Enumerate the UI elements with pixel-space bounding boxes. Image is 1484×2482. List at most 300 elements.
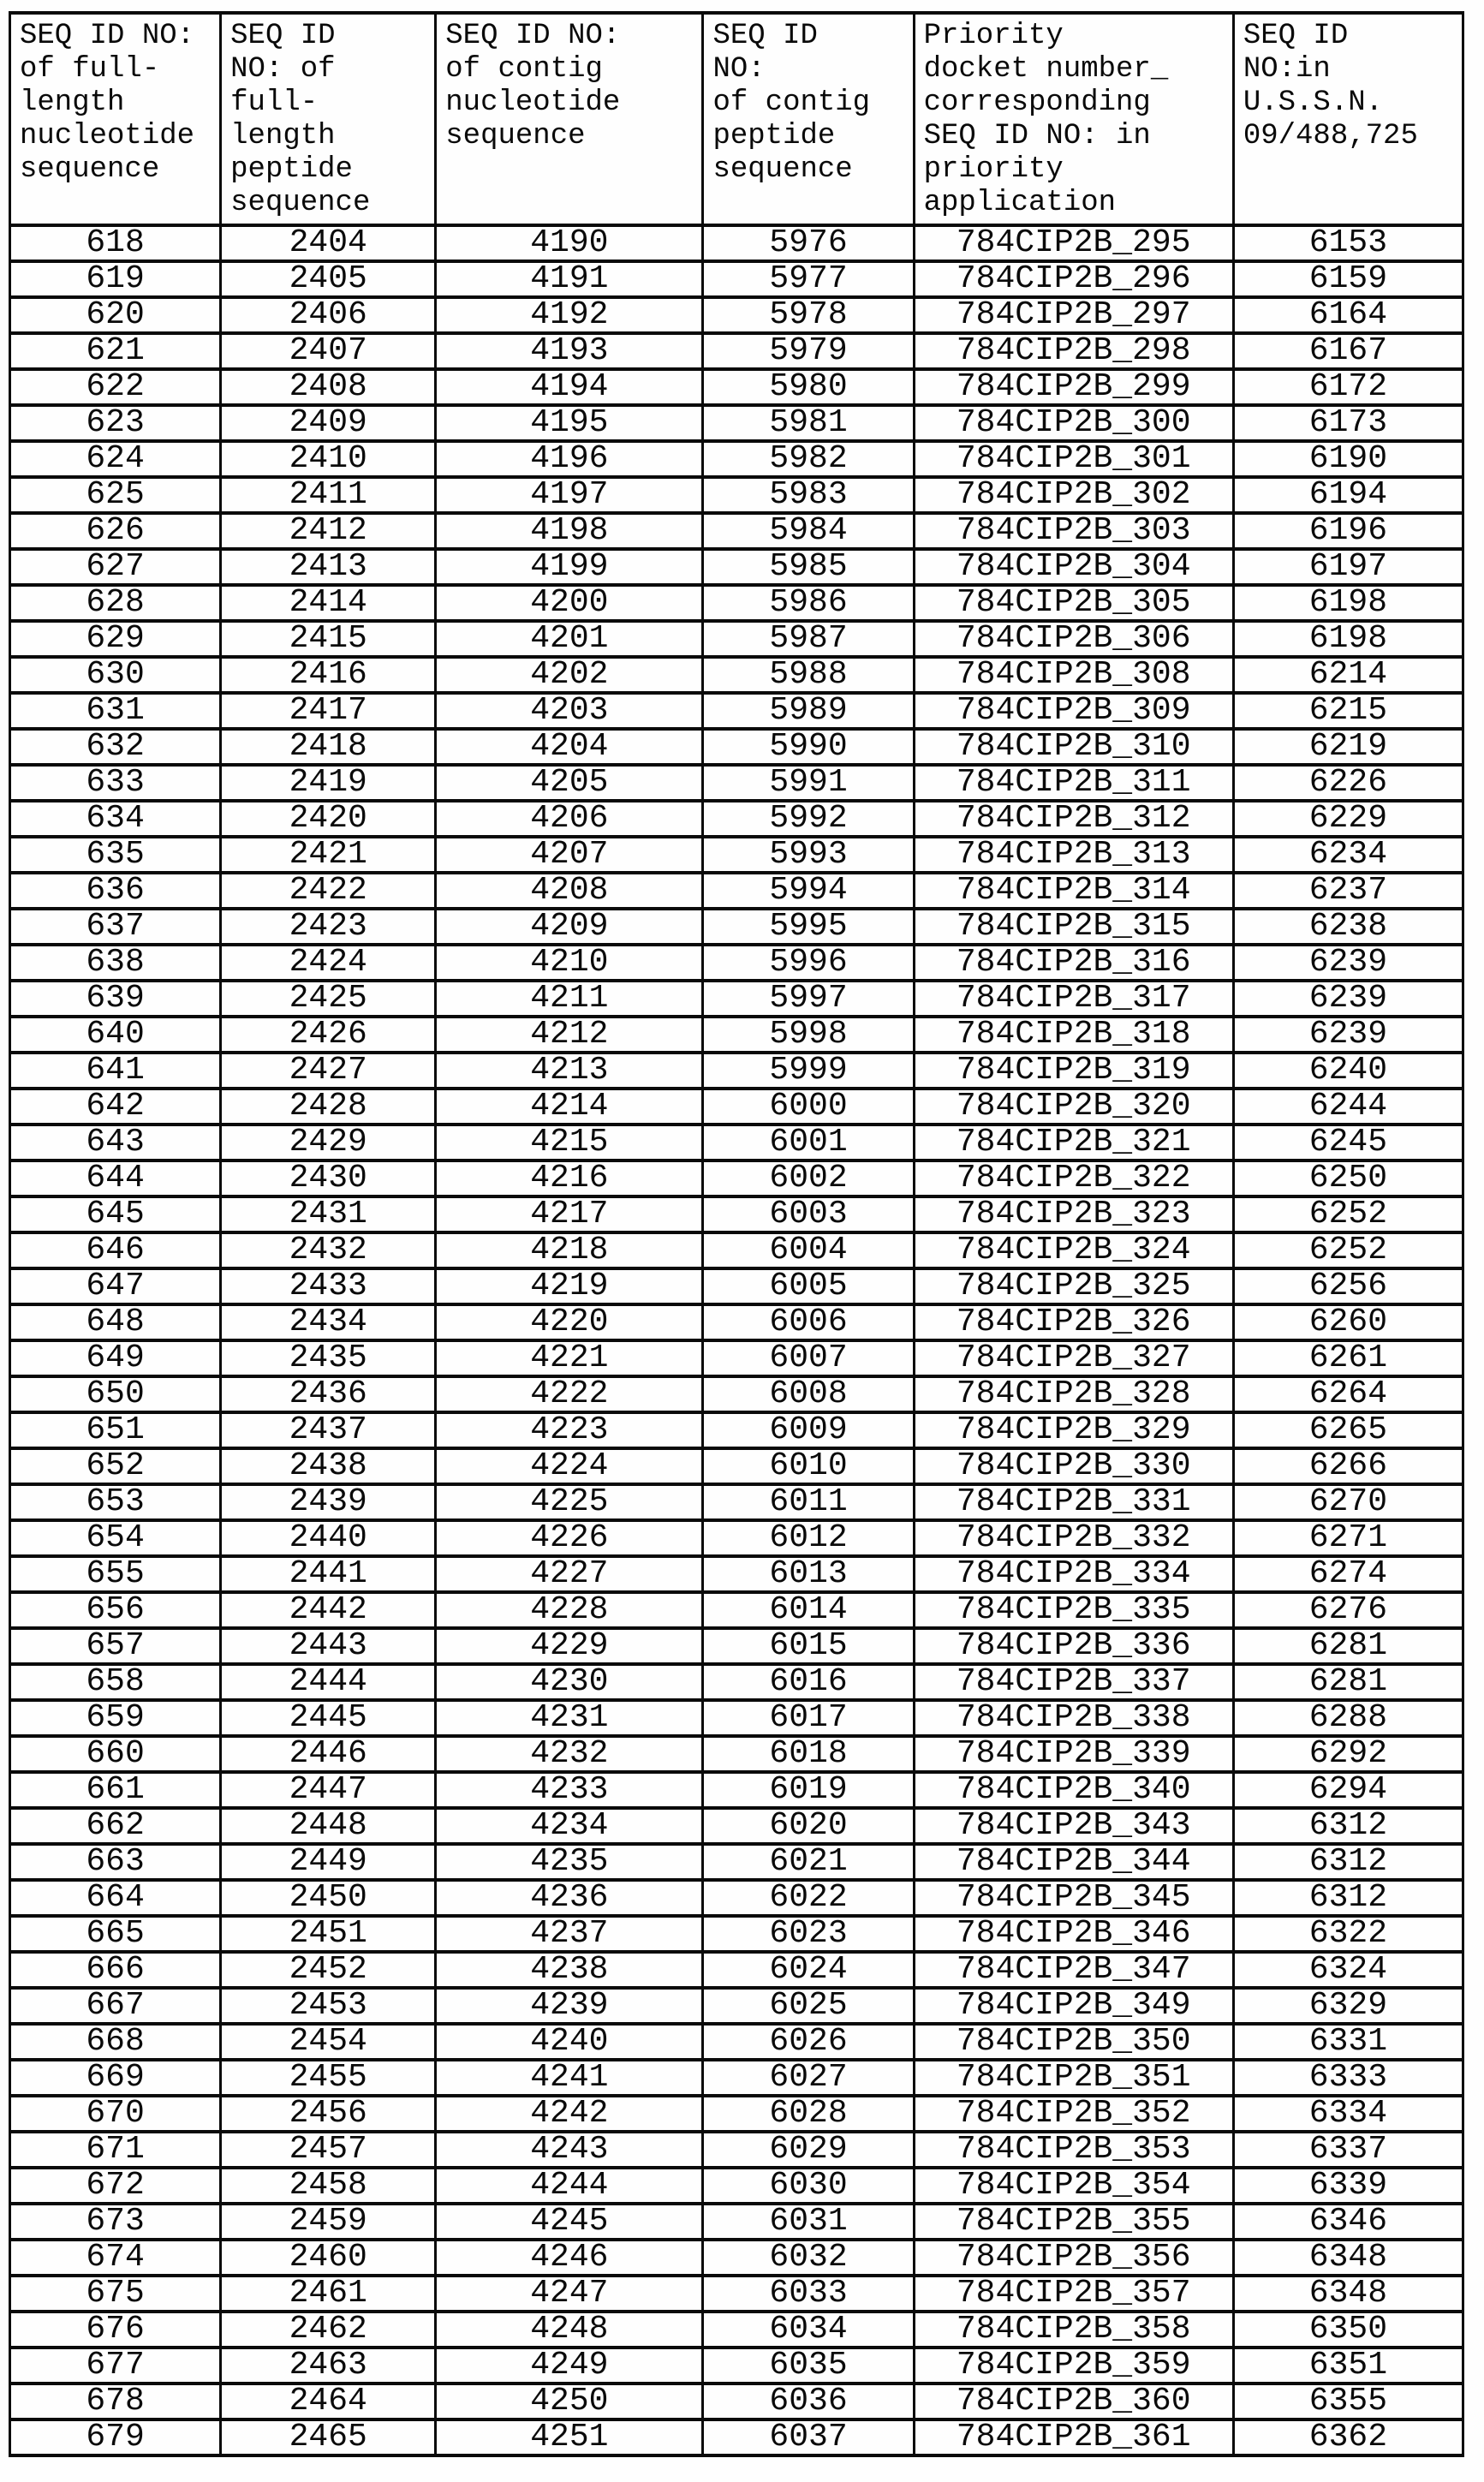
table-cell: 6001	[703, 1125, 914, 1160]
table-cell: 621	[10, 333, 221, 369]
table-row	[10, 2060, 1463, 2096]
table-cell: 4192	[436, 297, 703, 333]
table-row	[10, 1412, 1463, 1448]
table-cell: 6198	[1233, 585, 1463, 621]
table-cell: 6022	[703, 1880, 914, 1916]
table-cell: 2460	[221, 2240, 436, 2276]
table-row	[10, 2419, 1463, 2455]
table-cell: 4247	[436, 2276, 703, 2312]
table-cell: 2424	[221, 945, 436, 981]
table-cell: 675	[10, 2276, 221, 2312]
table-cell: 2439	[221, 1484, 436, 1520]
table-cell: 4200	[436, 585, 703, 621]
table-cell: 2413	[221, 549, 436, 585]
table-row	[10, 369, 1463, 405]
table-cell: 6037	[703, 2419, 914, 2455]
table-row	[10, 225, 1463, 261]
table-cell: 2407	[221, 333, 436, 369]
table-cell: 6245	[1233, 1125, 1463, 1160]
table-row	[10, 1700, 1463, 1736]
table-cell: 5980	[703, 369, 914, 405]
table-cell: 667	[10, 1988, 221, 2024]
table-cell: 4230	[436, 1664, 703, 1700]
table-cell: 2454	[221, 2024, 436, 2060]
table-cell: 663	[10, 1844, 221, 1880]
table-cell: 4212	[436, 1017, 703, 1053]
table-cell: 5994	[703, 873, 914, 909]
table-row	[10, 1736, 1463, 1772]
table-cell: 679	[10, 2419, 221, 2455]
table-cell: 5979	[703, 333, 914, 369]
table-cell: 6035	[703, 2348, 914, 2384]
table-cell: 653	[10, 1484, 221, 1520]
table-cell: 2421	[221, 837, 436, 873]
table-cell: 6198	[1233, 621, 1463, 657]
table-cell: 6005	[703, 1268, 914, 1304]
table-cell: 784CIP2B_298	[914, 333, 1233, 369]
table-cell: 6027	[703, 2060, 914, 2096]
table-cell: 784CIP2B_324	[914, 1232, 1233, 1268]
table-cell: 2428	[221, 1089, 436, 1125]
table-cell: 6002	[703, 1160, 914, 1196]
table-cell: 659	[10, 1700, 221, 1736]
table-cell: 6000	[703, 1089, 914, 1125]
table-row	[10, 2096, 1463, 2132]
table-row	[10, 981, 1463, 1017]
table-row	[10, 405, 1463, 441]
table-cell: 6271	[1233, 1520, 1463, 1556]
table-cell: 2452	[221, 1952, 436, 1988]
table-cell: 658	[10, 1664, 221, 1700]
table-cell: 2431	[221, 1196, 436, 1232]
table-cell: 641	[10, 1053, 221, 1089]
table-cell: 784CIP2B_302	[914, 477, 1233, 513]
table-row	[10, 549, 1463, 585]
table-cell: 784CIP2B_355	[914, 2204, 1233, 2240]
table-cell: 4198	[436, 513, 703, 549]
table-cell: 4248	[436, 2312, 703, 2348]
table-row	[10, 1808, 1463, 1844]
table-cell: 637	[10, 909, 221, 945]
table-cell: 6229	[1233, 801, 1463, 837]
table-cell: 4244	[436, 2168, 703, 2204]
table-cell: 6016	[703, 1664, 914, 1700]
table-cell: 784CIP2B_316	[914, 945, 1233, 981]
table-body	[10, 225, 1463, 2455]
table-cell: 784CIP2B_303	[914, 513, 1233, 549]
table-cell: 678	[10, 2384, 221, 2419]
table-cell: 784CIP2B_357	[914, 2276, 1233, 2312]
table-cell: 4243	[436, 2132, 703, 2168]
table-cell: 784CIP2B_327	[914, 1340, 1233, 1376]
table-cell: 4223	[436, 1412, 703, 1448]
table-cell: 6008	[703, 1376, 914, 1412]
table-cell: 5987	[703, 621, 914, 657]
table-row	[10, 2384, 1463, 2419]
table-cell: 4241	[436, 2060, 703, 2096]
table-cell: 4202	[436, 657, 703, 693]
table-cell: 645	[10, 1196, 221, 1232]
table-cell: 784CIP2B_321	[914, 1125, 1233, 1160]
table-cell: 784CIP2B_308	[914, 657, 1233, 693]
table-row	[10, 513, 1463, 549]
table-cell: 6034	[703, 2312, 914, 2348]
table-cell: 2459	[221, 2204, 436, 2240]
table-cell: 661	[10, 1772, 221, 1808]
table-cell: 6294	[1233, 1772, 1463, 1808]
table-cell: 2419	[221, 765, 436, 801]
table-row	[10, 297, 1463, 333]
table-cell: 677	[10, 2348, 221, 2384]
table-cell: 4249	[436, 2348, 703, 2384]
table-cell: 6025	[703, 1988, 914, 2024]
table-cell: 648	[10, 1304, 221, 1340]
table-cell: 620	[10, 297, 221, 333]
table-cell: 6019	[703, 1772, 914, 1808]
table-cell: 784CIP2B_332	[914, 1520, 1233, 1556]
table-cell: 656	[10, 1592, 221, 1628]
table-cell: 6173	[1233, 405, 1463, 441]
table-cell: 6270	[1233, 1484, 1463, 1520]
table-cell: 784CIP2B_345	[914, 1880, 1233, 1916]
table-cell: 2417	[221, 693, 436, 729]
table-cell: 6252	[1233, 1196, 1463, 1232]
table-row	[10, 621, 1463, 657]
table-cell: 784CIP2B_350	[914, 2024, 1233, 2060]
table-cell: 784CIP2B_296	[914, 261, 1233, 297]
table-cell: 6239	[1233, 945, 1463, 981]
table-cell: 2464	[221, 2384, 436, 2419]
table-cell: 6331	[1233, 2024, 1463, 2060]
table-cell: 5993	[703, 837, 914, 873]
table-cell: 2445	[221, 1700, 436, 1736]
table-cell: 4232	[436, 1736, 703, 1772]
table-cell: 6239	[1233, 981, 1463, 1017]
table-cell: 6014	[703, 1592, 914, 1628]
table-cell: 2455	[221, 2060, 436, 2096]
table-cell: 4225	[436, 1484, 703, 1520]
table-cell: 626	[10, 513, 221, 549]
table-cell: 2433	[221, 1268, 436, 1304]
header-contig-peptide: SEQ ID NO: of contig peptide sequence	[703, 13, 914, 225]
table-cell: 2465	[221, 2419, 436, 2455]
table-cell: 4236	[436, 1880, 703, 1916]
table-cell: 784CIP2B_361	[914, 2419, 1233, 2455]
table-cell: 6351	[1233, 2348, 1463, 2384]
table-cell: 668	[10, 2024, 221, 2060]
table-cell: 6009	[703, 1412, 914, 1448]
table-cell: 6012	[703, 1520, 914, 1556]
table-row	[10, 2132, 1463, 2168]
table-cell: 5997	[703, 981, 914, 1017]
table-row	[10, 1017, 1463, 1053]
table-row	[10, 477, 1463, 513]
table-cell: 4213	[436, 1053, 703, 1089]
table-cell: 2418	[221, 729, 436, 765]
table-cell: 4238	[436, 1952, 703, 1988]
table-cell: 6244	[1233, 1089, 1463, 1125]
table-cell: 6194	[1233, 477, 1463, 513]
table-cell: 633	[10, 765, 221, 801]
table-cell: 2434	[221, 1304, 436, 1340]
table-cell: 628	[10, 585, 221, 621]
table-cell: 5998	[703, 1017, 914, 1053]
table-cell: 2437	[221, 1412, 436, 1448]
table-cell: 784CIP2B_319	[914, 1053, 1233, 1089]
table-cell: 4207	[436, 837, 703, 873]
table-row	[10, 1125, 1463, 1160]
table-cell: 2414	[221, 585, 436, 621]
table-cell: 6334	[1233, 2096, 1463, 2132]
table-cell: 784CIP2B_300	[914, 405, 1233, 441]
table-cell: 2463	[221, 2348, 436, 2384]
table-cell: 664	[10, 1880, 221, 1916]
table-cell: 6024	[703, 1952, 914, 1988]
table-cell: 6023	[703, 1916, 914, 1952]
table-row	[10, 1376, 1463, 1412]
table-cell: 6264	[1233, 1376, 1463, 1412]
table-cell: 2443	[221, 1628, 436, 1664]
table-cell: 2451	[221, 1916, 436, 1952]
table-cell: 784CIP2B_295	[914, 225, 1233, 261]
table-cell: 4195	[436, 405, 703, 441]
table-cell: 6013	[703, 1556, 914, 1592]
table-cell: 4193	[436, 333, 703, 369]
header-priority-docket: Priority docket number_ corresponding SEQ ID NO: in priority application	[914, 13, 1233, 225]
table-cell: 4214	[436, 1089, 703, 1125]
table-cell: 6281	[1233, 1664, 1463, 1700]
table-cell: 784CIP2B_353	[914, 2132, 1233, 2168]
table-cell: 6240	[1233, 1053, 1463, 1089]
table-cell: 784CIP2B_346	[914, 1916, 1233, 1952]
table-cell: 634	[10, 801, 221, 837]
table-cell: 2409	[221, 405, 436, 441]
table-cell: 6026	[703, 2024, 914, 2060]
table-cell: 6312	[1233, 1808, 1463, 1844]
table-cell: 629	[10, 621, 221, 657]
table-cell: 4196	[436, 441, 703, 477]
table-row	[10, 2168, 1463, 2204]
table-cell: 6312	[1233, 1844, 1463, 1880]
table-cell: 2461	[221, 2276, 436, 2312]
table-cell: 6281	[1233, 1628, 1463, 1664]
table-cell: 647	[10, 1268, 221, 1304]
table-cell: 2415	[221, 621, 436, 657]
table-cell: 644	[10, 1160, 221, 1196]
table-row	[10, 1053, 1463, 1089]
table-row	[10, 1844, 1463, 1880]
table-cell: 5995	[703, 909, 914, 945]
table-cell: 4203	[436, 693, 703, 729]
table-cell: 784CIP2B_317	[914, 981, 1233, 1017]
table-cell: 635	[10, 837, 221, 873]
table-cell: 5996	[703, 945, 914, 981]
table-cell: 4242	[436, 2096, 703, 2132]
table-row	[10, 1664, 1463, 1700]
table-cell: 6159	[1233, 261, 1463, 297]
table-cell: 5982	[703, 441, 914, 477]
table-cell: 6190	[1233, 441, 1463, 477]
table-cell: 6234	[1233, 837, 1463, 873]
table-cell: 6020	[703, 1808, 914, 1844]
table-row	[10, 1592, 1463, 1628]
table-cell: 6011	[703, 1484, 914, 1520]
table-cell: 4221	[436, 1340, 703, 1376]
table-cell: 636	[10, 873, 221, 909]
table-cell: 630	[10, 657, 221, 693]
table-cell: 6010	[703, 1448, 914, 1484]
table-cell: 2425	[221, 981, 436, 1017]
table-cell: 6238	[1233, 909, 1463, 945]
table-cell: 784CIP2B_299	[914, 369, 1233, 405]
table-cell: 4251	[436, 2419, 703, 2455]
table-row	[10, 1160, 1463, 1196]
table-cell: 6017	[703, 1700, 914, 1736]
table-cell: 649	[10, 1340, 221, 1376]
table-cell: 2449	[221, 1844, 436, 1880]
table-cell: 4215	[436, 1125, 703, 1160]
table-row	[10, 1952, 1463, 1988]
table-cell: 624	[10, 441, 221, 477]
table-cell: 2411	[221, 477, 436, 513]
table-row	[10, 2348, 1463, 2384]
table-cell: 2416	[221, 657, 436, 693]
table-cell: 6355	[1233, 2384, 1463, 2419]
table-cell: 657	[10, 1628, 221, 1664]
table-row	[10, 1448, 1463, 1484]
table-cell: 2422	[221, 873, 436, 909]
table-row	[10, 1556, 1463, 1592]
table-cell: 2429	[221, 1125, 436, 1160]
table-cell: 6031	[703, 2204, 914, 2240]
table-cell: 784CIP2B_336	[914, 1628, 1233, 1664]
table-cell: 4224	[436, 1448, 703, 1484]
table-cell: 2458	[221, 2168, 436, 2204]
table-cell: 4239	[436, 1988, 703, 2024]
table-row	[10, 1628, 1463, 1664]
table-cell: 6346	[1233, 2204, 1463, 2240]
table-cell: 2438	[221, 1448, 436, 1484]
table-cell: 5981	[703, 405, 914, 441]
table-cell: 652	[10, 1448, 221, 1484]
table-cell: 6029	[703, 2132, 914, 2168]
table-cell: 5988	[703, 657, 914, 693]
table-cell: 784CIP2B_306	[914, 621, 1233, 657]
table-cell: 2442	[221, 1592, 436, 1628]
table-cell: 4218	[436, 1232, 703, 1268]
table-cell: 2426	[221, 1017, 436, 1053]
table-row	[10, 1089, 1463, 1125]
table-row	[10, 657, 1463, 693]
table-cell: 784CIP2B_339	[914, 1736, 1233, 1772]
table-cell: 4229	[436, 1628, 703, 1664]
table-cell: 4208	[436, 873, 703, 909]
table-cell: 6219	[1233, 729, 1463, 765]
table-cell: 5976	[703, 225, 914, 261]
table-row	[10, 1484, 1463, 1520]
table-cell: 4204	[436, 729, 703, 765]
table-row	[10, 1520, 1463, 1556]
table-cell: 6333	[1233, 2060, 1463, 2096]
table-cell: 2444	[221, 1664, 436, 1700]
table-cell: 784CIP2B_340	[914, 1772, 1233, 1808]
table-cell: 669	[10, 2060, 221, 2096]
table-cell: 784CIP2B_360	[914, 2384, 1233, 2419]
table-cell: 6032	[703, 2240, 914, 2276]
table-cell: 619	[10, 261, 221, 297]
table-cell: 4228	[436, 1592, 703, 1628]
table-cell: 4226	[436, 1520, 703, 1556]
table-cell: 2410	[221, 441, 436, 477]
table-row	[10, 2024, 1463, 2060]
table-cell: 4201	[436, 621, 703, 657]
table-cell: 651	[10, 1412, 221, 1448]
table-row	[10, 873, 1463, 909]
table-cell: 6350	[1233, 2312, 1463, 2348]
table-cell: 639	[10, 981, 221, 1017]
table-cell: 2404	[221, 225, 436, 261]
table-cell: 4250	[436, 2384, 703, 2419]
table-cell: 4191	[436, 261, 703, 297]
table-cell: 6292	[1233, 1736, 1463, 1772]
table-cell: 784CIP2B_344	[914, 1844, 1233, 1880]
table-cell: 784CIP2B_313	[914, 837, 1233, 873]
table-cell: 6214	[1233, 657, 1463, 693]
table-row	[10, 1196, 1463, 1232]
table-cell: 4197	[436, 477, 703, 513]
table-cell: 622	[10, 369, 221, 405]
table-cell: 6324	[1233, 1952, 1463, 1988]
table-row	[10, 729, 1463, 765]
table-cell: 6030	[703, 2168, 914, 2204]
table-cell: 2436	[221, 1376, 436, 1412]
table-cell: 5977	[703, 261, 914, 297]
table-cell: 646	[10, 1232, 221, 1268]
table-cell: 6348	[1233, 2240, 1463, 2276]
table-cell: 6322	[1233, 1916, 1463, 1952]
table-cell: 4245	[436, 2204, 703, 2240]
table-cell: 784CIP2B_322	[914, 1160, 1233, 1196]
table-cell: 650	[10, 1376, 221, 1412]
table-cell: 4210	[436, 945, 703, 981]
header-row	[10, 13, 1463, 225]
table-cell: 4235	[436, 1844, 703, 1880]
table-cell: 6036	[703, 2384, 914, 2419]
table-cell: 4231	[436, 1700, 703, 1736]
table-cell: 2435	[221, 1340, 436, 1376]
table-cell: 6274	[1233, 1556, 1463, 1592]
table-cell: 6167	[1233, 333, 1463, 369]
table-cell: 784CIP2B_359	[914, 2348, 1233, 2384]
table-row	[10, 261, 1463, 297]
table-cell: 6164	[1233, 297, 1463, 333]
header-contig-nucleotide: SEQ ID NO: of contig nucleotide sequence	[436, 13, 703, 225]
table-cell: 2432	[221, 1232, 436, 1268]
table-cell: 6276	[1233, 1592, 1463, 1628]
table-cell: 6260	[1233, 1304, 1463, 1340]
table-cell: 2462	[221, 2312, 436, 2348]
table-cell: 784CIP2B_320	[914, 1089, 1233, 1125]
table-cell: 6004	[703, 1232, 914, 1268]
table-cell: 6196	[1233, 513, 1463, 549]
table-cell: 784CIP2B_310	[914, 729, 1233, 765]
table-cell: 6252	[1233, 1232, 1463, 1268]
table-row	[10, 765, 1463, 801]
table-cell: 640	[10, 1017, 221, 1053]
table-cell: 6028	[703, 2096, 914, 2132]
table-cell: 784CIP2B_347	[914, 1952, 1233, 1988]
table-cell: 784CIP2B_318	[914, 1017, 1233, 1053]
